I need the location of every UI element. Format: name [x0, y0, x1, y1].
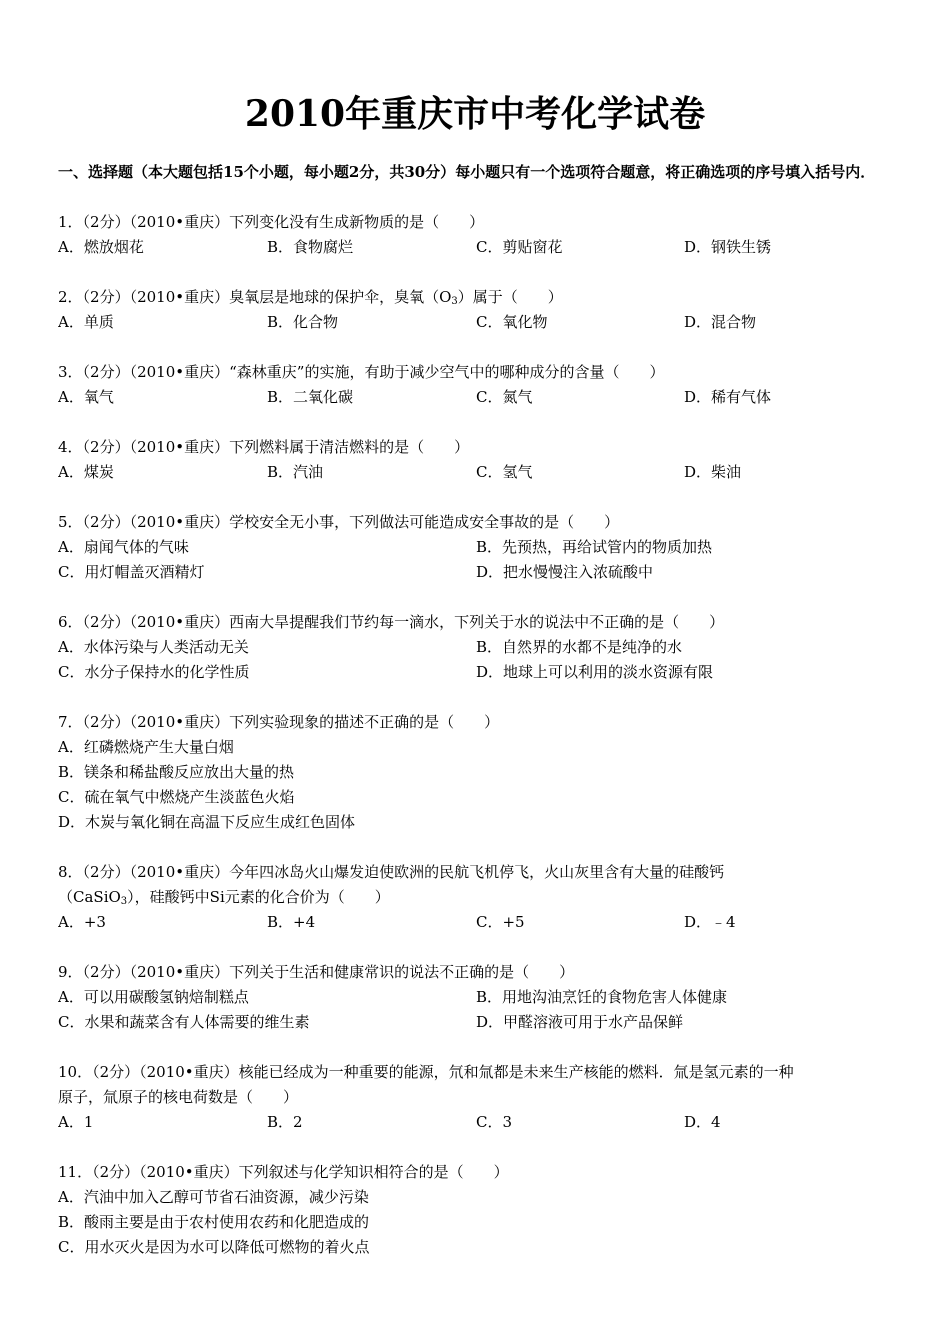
option-a[interactable]: A．燃放烟花	[58, 238, 144, 256]
option-a[interactable]: A．汽油中加入乙醇可节省石油资源，减少污染	[58, 1188, 369, 1206]
question-stem: 2．（2分）（2010•重庆）臭氧层是地球的保护伞，臭氧$(O_3)$属于（ ）	[58, 288, 563, 307]
option-d[interactable]: D．混合物	[684, 313, 757, 331]
option-a[interactable]: A．单质	[58, 313, 114, 331]
option-c[interactable]: C．用水灭火是因为水可以降低可燃物的着火点	[58, 1238, 370, 1256]
question-stem: 6．（2分）（2010•重庆）西南大旱提醒我们节约每一滴水，下列关于水的说法中不正确的是（ ）	[58, 613, 725, 631]
option-row	[58, 1235, 908, 1260]
option-b[interactable]: B．二氧化碳	[267, 388, 354, 406]
question-10	[58, 1060, 908, 1135]
option-row	[58, 660, 908, 685]
question-stem: 11．（2分）（2010•重庆）下列叙述与化学知识相符合的是（ ）	[58, 1163, 509, 1181]
option-a[interactable]: A．+3	[58, 913, 106, 931]
option-row	[58, 785, 908, 810]
option-row	[58, 560, 908, 585]
option-c[interactable]: C．3	[476, 1113, 513, 1131]
option-c[interactable]: C．剪贴窗花	[476, 238, 563, 256]
option-row	[58, 985, 908, 1010]
question-4	[58, 435, 908, 485]
option-b[interactable]: B．自然界的水都不是纯净的水	[476, 638, 683, 656]
question-stem: 3．（2分）（2010•重庆）“森林重庆”的实施，有助于减少空气中的哪种成分的含量（ ）	[58, 363, 665, 381]
question-stem: 5．（2分）（2010•重庆）学校安全无小事，下列做法可能造成安全事故的是（ ）	[58, 513, 620, 531]
option-d[interactable]: D．﹣4	[684, 913, 736, 931]
option-row	[58, 1010, 908, 1035]
option-d[interactable]: D．地球上可以利用的淡水资源有限	[476, 663, 714, 681]
option-row	[58, 535, 908, 560]
question-2	[58, 285, 908, 335]
option-d[interactable]: D．把水慢慢注入浓硫酸中	[476, 563, 654, 581]
option-b[interactable]: B．汽油	[267, 463, 324, 481]
option-b[interactable]: B．先预热，再给试管内的物质加热	[476, 538, 713, 556]
option-a[interactable]: A．水体污染与人类活动无关	[58, 638, 249, 656]
option-c[interactable]: C．+5	[476, 913, 525, 931]
option-b[interactable]: B．化合物	[267, 313, 339, 331]
option-a[interactable]: A．可以用碳酸氢钠焙制糕点	[58, 988, 249, 1006]
page-title: 2010年重庆市中考化学试卷	[244, 93, 706, 135]
option-a[interactable]: A．1	[58, 1113, 94, 1131]
option-d[interactable]: D．甲醛溶液可用于水产品保鲜	[476, 1013, 684, 1031]
option-c[interactable]: C．用灯帽盖灭酒精灯	[58, 563, 205, 581]
option-b[interactable]: B．食物腐烂	[267, 238, 354, 256]
option-c[interactable]: C．氮气	[476, 388, 533, 406]
option-a[interactable]: A．煤炭	[58, 463, 114, 481]
option-c[interactable]: C．氧化物	[476, 313, 548, 331]
option-row	[58, 760, 908, 785]
question-stem: （CaSiO$_3$），硅酸钙中Si元素的化合价为（ ）	[58, 888, 390, 907]
option-c[interactable]: C．水果和蔬菜含有人体需要的维生素	[58, 1013, 310, 1031]
option-b[interactable]: B．2	[267, 1113, 303, 1131]
option-a[interactable]: A．红磷燃烧产生大量白烟	[58, 738, 234, 756]
option-row	[58, 1185, 908, 1210]
option-row	[58, 235, 908, 260]
option-d[interactable]: D．4	[684, 1113, 721, 1131]
question-stem: 4．（2分）（2010•重庆）下列燃料属于清洁燃料的是（ ）	[58, 438, 470, 456]
question-8	[58, 860, 908, 935]
option-a[interactable]: A．氧气	[58, 388, 114, 406]
option-d[interactable]: D．木炭与氧化铜在高温下反应生成红色固体	[58, 813, 356, 831]
question-stem: 9．（2分）（2010•重庆）下列关于生活和健康常识的说法不正确的是（ ）	[58, 963, 575, 981]
option-row	[58, 1210, 908, 1235]
option-c[interactable]: C．氢气	[476, 463, 533, 481]
question-9	[58, 960, 908, 1035]
question-stem: 10．（2分）（2010•重庆）核能已经成为一种重要的能源，氘和氚都是未来生产核能的燃料．氚是氢元素的一种	[58, 1063, 794, 1081]
option-row	[58, 460, 908, 485]
option-c[interactable]: C．水分子保持水的化学性质	[58, 663, 250, 681]
question-6	[58, 610, 908, 685]
option-row	[58, 735, 908, 760]
option-row	[58, 910, 908, 935]
option-d[interactable]: D．钢铁生锈	[684, 238, 772, 256]
option-b[interactable]: B．+4	[267, 913, 316, 931]
option-c[interactable]: C．硫在氧气中燃烧产生淡蓝色火焰	[58, 788, 295, 806]
option-d[interactable]: D．柴油	[684, 463, 742, 481]
question-stem: 8．（2分）（2010•重庆）今年四冰岛火山爆发迫使欧洲的民航飞机停飞，火山灰里含有大量的硅酸钙	[58, 863, 725, 881]
option-b[interactable]: B．酸雨主要是由于农村使用农药和化肥造成的	[58, 1213, 370, 1231]
option-row	[58, 385, 908, 410]
question-5	[58, 510, 908, 585]
question-stem: 1．（2分）（2010•重庆）下列变化没有生成新物质的是（ ）	[58, 213, 485, 231]
section-heading: 一、选择题（本大题包括15个小题，每小题2分，共30分）每小题只有一个选项符合题意，将正确选项的序号填入括号内．	[58, 163, 876, 181]
question-11	[58, 1160, 908, 1260]
question-stem: 7．（2分）（2010•重庆）下列实验现象的描述不正确的是（ ）	[58, 713, 500, 731]
question-stem: 原子，氚原子的核电荷数是（ ）	[58, 1088, 299, 1106]
option-row	[58, 310, 908, 335]
question-7	[58, 710, 908, 835]
option-row	[58, 810, 908, 835]
option-row	[58, 635, 908, 660]
option-row	[58, 1110, 908, 1135]
option-a[interactable]: A．扇闻气体的气味	[58, 538, 189, 556]
question-3	[58, 360, 908, 410]
question-1	[58, 210, 908, 260]
option-b[interactable]: B．镁条和稀盐酸反应放出大量的热	[58, 763, 295, 781]
option-d[interactable]: D．稀有气体	[684, 388, 772, 406]
option-b[interactable]: B．用地沟油烹饪的食物危害人体健康	[476, 988, 728, 1006]
